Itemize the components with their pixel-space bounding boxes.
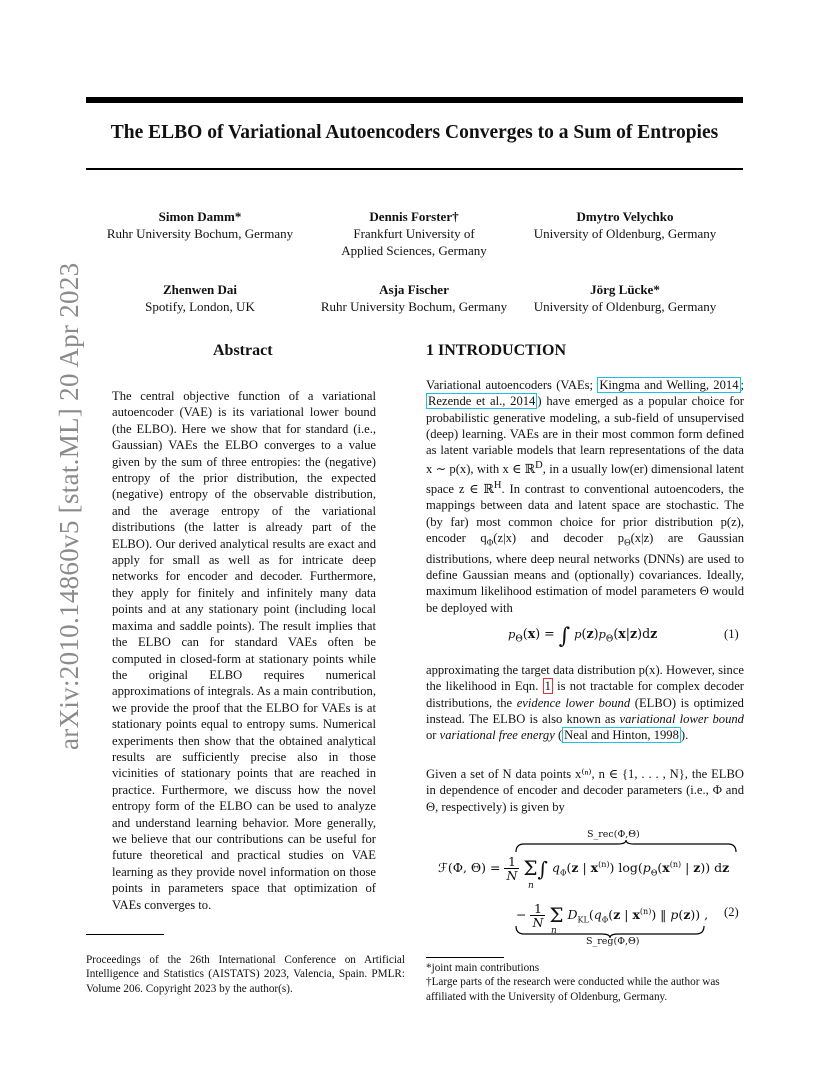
abstract-body	[112, 388, 376, 913]
citation-link[interactable]: Kingma and Welling, 2014	[599, 378, 739, 392]
author-affiliation: Spotify, London, UK	[145, 299, 255, 314]
paper-title: The ELBO of Variational Autoencoders Converges to a Sum of Entropies	[110, 122, 719, 143]
equation-number: (2)	[724, 905, 739, 919]
text: ) have emerged as a popular choice for probabilistic generative modeling, a sub-field of unsupervised (deep) learning. VAEs are in their most common form defined as latent variable models that learn representations of the data x ∼ p(x), with x ∈ ℝ	[426, 394, 744, 477]
text: is not tractable for complex decoder distributions, the	[426, 679, 744, 710]
author-block	[90, 281, 310, 315]
equation-2-line-2: − 1 N Σ $D_{KL}(q_\Phi(z$ | $x^{(n)}$) ‖ p(z)) ,	[516, 901, 709, 930]
text: , in a usually low(er) dimensional latent space z ∈ ℝ	[426, 462, 744, 497]
title-rule-bottom	[86, 168, 743, 170]
arxiv-id: arXiv:2010.14860v5 [stat.ML] 20 Apr 2023	[54, 262, 84, 750]
intro-paragraph-2	[426, 662, 744, 743]
emphasis: variational free energy	[439, 728, 555, 743]
author-affiliation: Ruhr University Bochum, Germany	[320, 299, 508, 314]
emphasis: variational lower bound	[619, 711, 744, 726]
footnote-rule	[86, 934, 164, 935]
author-name: Asja Fischer	[379, 282, 449, 297]
footnote-rule	[426, 957, 504, 958]
author-name: Jörg Lücke*	[590, 282, 660, 297]
author-block	[515, 281, 735, 315]
author-block	[515, 208, 735, 242]
intro-heading: 1 INTRODUCTION	[426, 342, 567, 359]
arxiv-stamp	[14, 262, 84, 750]
abstract-text: The central objective function of a variational autoencoder (VAE) is its variational lower bound (the ELBO). Here we show that for standard (i.e., Gaussian) VAEs the ELBO converges to a value given by the sum of three entropies: the (negative) entropy of the prior distribution, the expected (negative) entropy of the observable distribution, and the average entropy of the variational distributions (the latter is already part of the ELBO). Our derived analytical results are exact and apply for small as well as for intricate deep networks for encoder and decoder. Furthermore, they apply for finitely and infinitely many data points and at any stationary point (including local maxima and saddle points). The result implies that the ELBO can for standard VAEs often be computed in closed-form at stationary points while the original ELBO requires numerical approximations of integrals. As a main contribution, we provide the proof that the ELBO for VAEs is at stationary points equal to entropy sums. Numerical experiments then show that the obtained analytical results are sufficiently precise also in those vicinities of stationary points that are reached in practice. Furthermore, we discuss how the novel entropy form of the ELBO can be used to analyze and understand learning behavior. More generally, we believe that our contributions can be useful for future theoretical and practical studies on VAE learning as they provide novel information on those points in parameters space that optimization of VAEs converges to.	[112, 389, 376, 912]
intro-paragraph-3	[426, 766, 744, 815]
author-block	[304, 281, 524, 315]
footnote: †Large parts of the research were conducted while the author was affiliated with the University of Oldenburg, Germany.	[426, 976, 720, 1003]
equation-number: (1)	[724, 627, 739, 641]
abstract-heading: Abstract	[213, 342, 273, 359]
eq2-top-label: S_rec(Φ,Θ)	[587, 829, 640, 840]
author-block	[304, 208, 524, 259]
author-affiliation: Applied Sciences, Germany	[341, 243, 487, 258]
text: . In contrast to conventional autoencoders, the mappings between data and latent space are stochastic. The (by far) most common choice for prior distribution p(z), encoder q	[426, 482, 744, 546]
author-name: Zhenwen Dai	[162, 282, 238, 297]
author-affiliation: University of Oldenburg, Germany	[533, 299, 717, 314]
author-name: Simon Damm*	[158, 209, 242, 224]
footnote: *joint main contributions	[426, 962, 540, 974]
author-affiliation: Frankfurt University of	[353, 226, 475, 241]
superscript: H	[493, 479, 502, 491]
overbrace	[514, 840, 738, 854]
eq2-bottom-label: S_reg(Φ,Θ)	[586, 936, 640, 947]
sum-index: n	[551, 926, 557, 936]
author-affiliation: University of Oldenburg, Germany	[533, 226, 717, 241]
text: ).	[680, 728, 689, 743]
superscript: D	[535, 460, 543, 472]
intro-paragraph-1: Variational autoencoders (VAEs; Kingma and Welling, 2014 ; Rezende et al., 2014 ) have emerged as a popular choice for probabilistic generative modeling, a sub-field of unsupervised (deep) learning. VAEs are in their most common form defined as latent variable models that learn representations of the data x ∼ p(x), with x ∈ ℝ$^D$, in a usually low(er) dimensional latent space z ∈ ℝ$^H$. In contrast to conventional autoencoders, the mappings between data and latent space are stochastic. The (by far) most common choice for prior distribution p(z), encoder $q_\Phi(z|x)$ and decoder $p_\Theta(x|z)$ are Gaussian distributions, where deep neural networks (DNNs) are used to define Gaussian means and (optionally) covariances. Ideally, maximum likelihood estimation of model parameters Θ would be deployed with	[426, 378, 744, 615]
author-affiliation: Ruhr University Bochum, Germany	[106, 226, 294, 241]
equation-1: $p_\Theta(x)$ = ∫ $p(z)p_\Theta(x|z)dz$	[508, 624, 658, 649]
text: (ELBO) is optimized instead. The ELBO is also known as	[426, 695, 744, 726]
author-name: Dennis Forster†	[369, 209, 459, 224]
citation-link[interactable]: Rezende et al., 2014	[428, 394, 536, 409]
text: ;	[740, 378, 744, 392]
author-footnotes	[426, 961, 744, 1004]
text: Variational autoencoders (VAEs;	[426, 378, 598, 392]
emphasis: evidence lower bound	[516, 695, 631, 710]
text: Given a set of N data points x⁽ⁿ⁾, n ∈ {1, . . . , N}, the ELBO in dependence of encoder and decoder parameters (i.e., Φ and Θ, respectively) is given by	[426, 767, 744, 814]
sum-index: n	[528, 881, 534, 891]
author-name: Dmytro Velychko	[576, 209, 674, 224]
text: (x|z) are Gaussian distributions, where deep neural networks (DNNs) are used to define Gaussian means and (optionally) covariances. Ideally, maximum likelihood estimation of model parameters Θ would be deployed with	[426, 531, 744, 615]
equation-ref-link[interactable]: 1	[544, 679, 551, 694]
text: approximating the target data distribution p(x). However, since the likelihood in Eqn.	[426, 663, 744, 694]
text: (	[554, 728, 563, 743]
text: (z|x) and decoder p	[493, 531, 625, 546]
author-block	[90, 208, 310, 242]
text: or	[426, 728, 440, 743]
equation-2-line-1: ℱ(Φ, Θ) = 1 N Σ∫ $q_\Phi(z$ | $x^{(n)}$) $\log(p_\Theta(x^{(n)}$ | z)) dz	[438, 854, 730, 883]
title-rule-top	[86, 97, 743, 103]
proceedings-footnote: Proceedings of the 26th International Conference on Artificial Intelligence and Statistics (AISTATS) 2023, Valencia, Spain. PMLR: Volume 206. Copyright 2023 by the author(s).	[86, 954, 405, 995]
citation-link[interactable]: Neal and Hinton, 1998	[564, 728, 679, 743]
